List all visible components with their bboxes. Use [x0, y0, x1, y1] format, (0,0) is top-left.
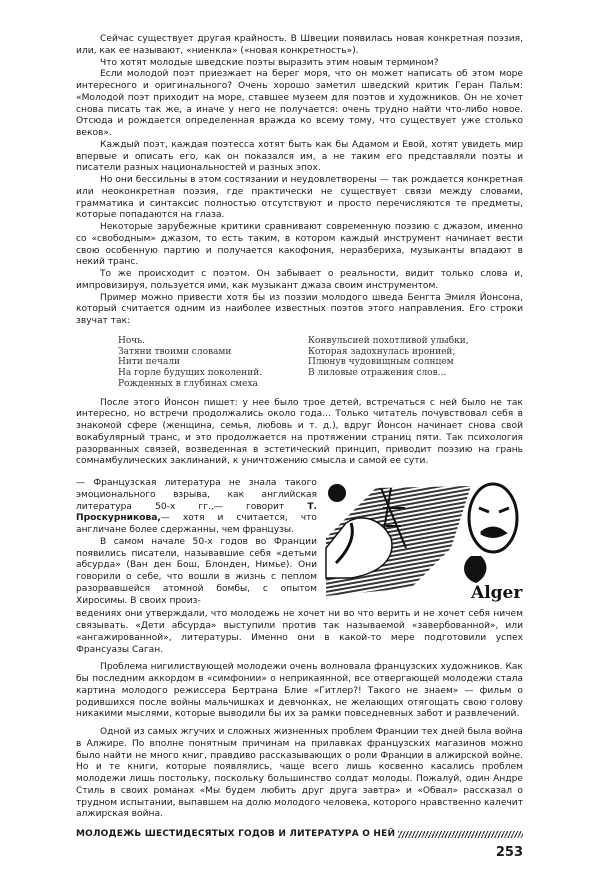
illustration-caption: Alger [471, 583, 523, 603]
poem-line: Плюнув чудовищным солнцем [308, 357, 454, 368]
quote-text: — Французская литература не знала такого эмоционального взрыва, как английская литература 50-х гг.,— говорит [76, 478, 317, 512]
poem-line: Ночь. [118, 335, 145, 346]
poem-line: Рожденных в глубинах смеха [118, 378, 258, 389]
poem-column-left [118, 336, 262, 390]
paragraph: Если молодой поэт приезжает на берег моря, что он может написать об этом море интересного и оригинального? Очень хорошо заметил шведский критик Геран Пальм: «Молодой поэт приходит на море, ставшее музеем для поэтов и художников. Он не хочет снова писать так же, а иначе у него не получается: очень трудно найти что-либо новое. Отсюда и рождается определенная вражда ко всему тому, что существует уже столько веков». [76, 69, 523, 138]
sun-icon [328, 484, 346, 502]
paragraph: В самом начале 50-х годов во Франции появились писатели, называвшие себя «детьми абсурда» (Ван ден Бош, Блонден, Нимье). Они говорили о себе, что вошли в жизнь с пеплом разорвавшейся атомной бомбы, с опытом Хиросимы. В своих произ- [76, 536, 317, 606]
running-title: МОЛОДЕЖЬ ШЕСТИДЕСЯТЫХ ГОДОВ И ЛИТЕРАТУРА О НЕЙ [76, 829, 396, 840]
poem-line: На горле будущих поколений. [118, 368, 263, 379]
paragraph: Некоторые зарубежные критики сравнивают современную поэзию с джазом, именно со «свободным» джазом, то есть таким, в котором каждый инструмент начинает вести свою особенную партию и получается какофония, неразбериха, музыканты впадают в некий транс. [76, 222, 523, 268]
paragraph: ведениях они утверждали, что молодежь не хочет ни во что верить и не хочет себя ничем связывать. «Дети абсурда» выступили против так называемой «завербованной», или «ангажированной», литературы. Именно они в какой-то мере подготовили успех Франсуазы Саган. [76, 609, 523, 655]
paragraph: Что хотят молодые шведские поэты выразить этим новым термином? [100, 57, 439, 68]
quote-author: Т. Проскурникова, [76, 501, 317, 524]
paragraph: Проблема нигилиствующей молодежи очень волновала французских художников. Как бы последним аккордом в «симфонии» о неприкаянной, все отвергающей молодежи стала картина молодого режиссера Бертрана Блие «Гитлер?! Такого не знаем» — фильм о родившихся после войны мальчишках и девчонках, не желающих отягощать свою голову никакими мыслями, которые выводили бы их за рамки повседневных забот и развлечений. [76, 662, 523, 720]
poem [118, 336, 498, 390]
quote-and-illustration-row [76, 478, 523, 607]
page-number: 253 [495, 845, 523, 861]
poem-line: Нити печали [118, 357, 181, 368]
top-text-block [76, 34, 523, 328]
paragraph: Одной из самых жгучих и сложных жизненных проблем Франции тех дней была война в Алжире. По вполне понятным причинам на прилавках французских магазинов можно было найти не много книг, правдиво рассказывающих о роли Франции в алжирской войне. Но и те книги, которые появлялись, чаще всего лишь косвенно касались проблем молодежи лишь постольку, поскольку большинство солдат молоды. Пожалуй, один Андре Стиль в своих романах «Мы будем любить друг друга завтра» и «Обвал» рассказал о трудном испытании, выпавшем на долю молодого человека, которого нравственно калечит алжирская война. [76, 727, 523, 820]
poem-column-right [308, 336, 498, 390]
running-footer [76, 827, 523, 841]
illustration-alger [321, 478, 523, 602]
decorative-hatch [398, 831, 523, 838]
paragraph: Каждый поэт, каждая поэтесса хотят быть как бы Адамом и Евой, хотят увидеть мир впервые и описать его, как он показался им, а не таким его представляли поэты и писатели разных национальностей и разных эпох. [76, 139, 523, 174]
quote-paragraph [76, 478, 317, 537]
poem-line: В лиловые отражения слов... [308, 368, 447, 379]
bottom-text-block [76, 609, 523, 821]
poem-line: Затяни твоими словами [118, 346, 232, 357]
left-column-block [76, 478, 317, 607]
paragraph: То же происходит с поэтом. Он забывает о реальности, видит только слова и, импровизируя, пользуется ими, как музыкант джаза своим инструментом. [76, 269, 523, 291]
after-poem-block [76, 398, 523, 469]
poem-line: Конвульсией похотливой улыбки, [308, 335, 469, 346]
quote-text: — хотя и считается, что англичане более сдержанны, чем французы. [76, 513, 317, 536]
paragraph: Но они бессильны в этом состязании и неудовлетворены — так рождается конкретная или неоконкретная поэзия, где практически не существует связи между словами, грамматика и синтаксис полностью отсутствуют и просто перечисляются те предметы, которые попадаются на глаза. [76, 175, 523, 221]
paragraph: Пример можно привести хотя бы из поэзии молодого шведа Бенгта Эмиля Йонсона, который считается одним из наиболее известных поэтов этого направления. Его строки звучат так: [76, 292, 523, 326]
paragraph: После этого Йонсон пишет: у нее было трое детей, встречаться с ней было не так интересно, но встречи продолжались около года... Только читатель почувствовал себя в знакомой сфере (женщина, семья, любовь и т. д.), вдруг Йонсон начинает снова свой вокабулярный транс, и это продолжается на протяжении страниц пяти. Так психология разорванных связей, возведенная в эстетический принцип, приводит поэзию на грань сомнамбулических заклинаний, к уничтожению смысла и самой ее сути. [76, 397, 523, 467]
paragraph: Сейчас существует другая крайность. В Швеции появилась новая конкретная поэзия, или, как ее называют, «ниенкла» («новая конкретность»). [76, 34, 523, 56]
poem-line: Которая задохнулась иронией, [308, 346, 456, 357]
